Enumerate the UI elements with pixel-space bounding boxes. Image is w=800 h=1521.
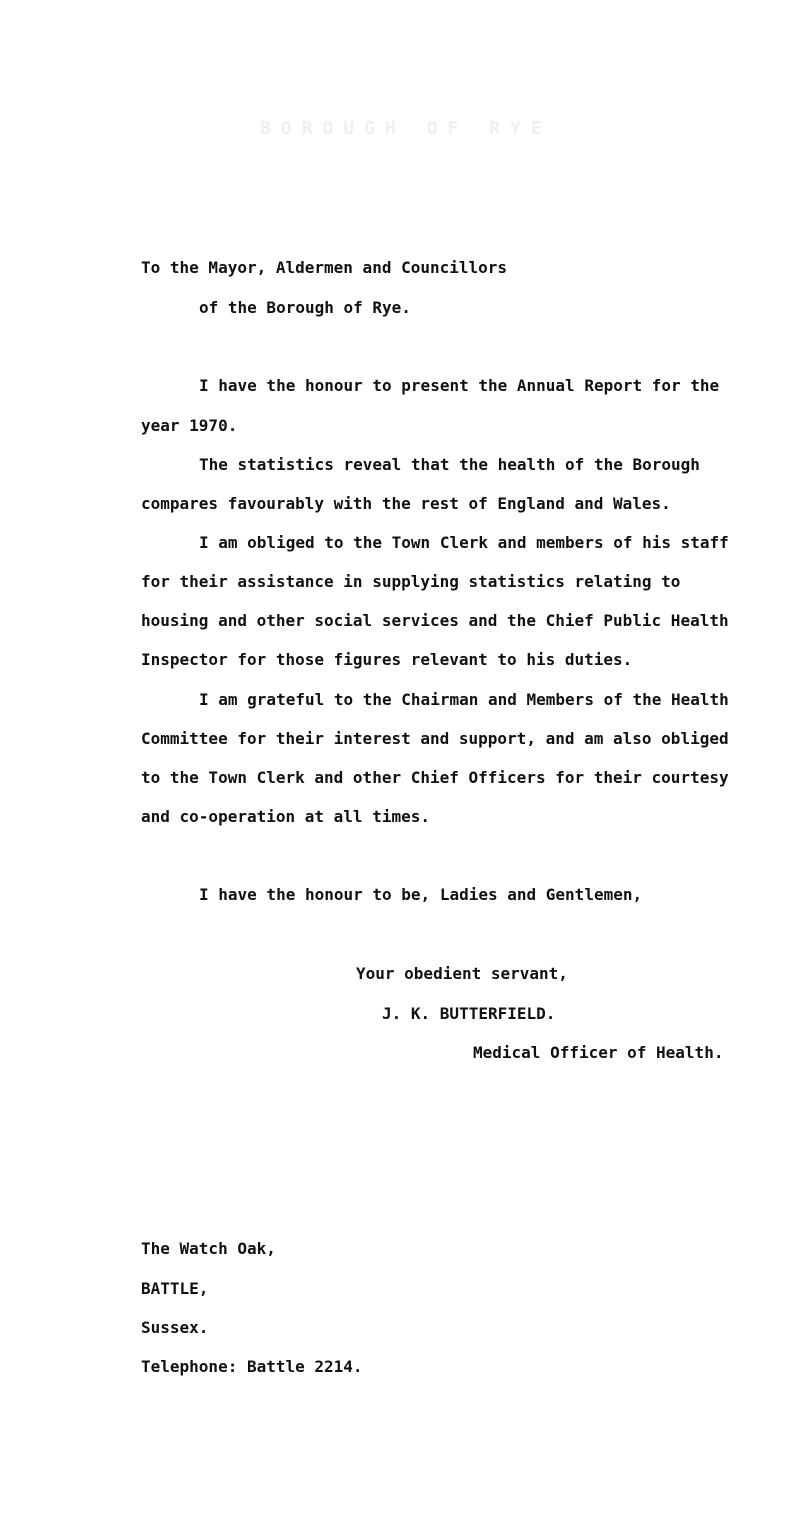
signatory-name: J. K. BUTTERFIELD. bbox=[382, 1004, 556, 1023]
paragraph-4-line-4: and co-operation at all times. bbox=[141, 807, 430, 826]
paragraph-2-line-2: compares favourably with the rest of England and Wales. bbox=[141, 494, 671, 513]
sender-address-line-1: The Watch Oak, bbox=[141, 1239, 276, 1258]
closing-salutation: I have the honour to be, Ladies and Gentlemen, bbox=[199, 885, 643, 904]
paragraph-4-line-1: I am grateful to the Chairman and Members of the Health bbox=[199, 690, 729, 709]
paragraph-4-line-2: Committee for their interest and support, and am also obliged bbox=[141, 729, 729, 748]
address-line-1: To the Mayor, Aldermen and Councillors bbox=[141, 258, 508, 277]
paragraph-4-line-3: to the Town Clerk and other Chief Officers for their courtesy bbox=[141, 768, 729, 787]
paragraph-3-line-1: I am obliged to the Town Clerk and members of his staff bbox=[199, 533, 729, 552]
paragraph-2-line-1: The statistics reveal that the health of the Borough bbox=[199, 455, 700, 474]
paragraph-3-line-4: Inspector for those figures relevant to his duties. bbox=[141, 650, 633, 669]
signatory-title: Medical Officer of Health. bbox=[473, 1043, 724, 1062]
closing-valediction: Your obedient servant, bbox=[356, 964, 568, 983]
paragraph-3-line-2: for their assistance in supplying statistics relating to bbox=[141, 572, 681, 591]
address-line-2: of the Borough of Rye. bbox=[199, 298, 411, 317]
paragraph-1-line-2: year 1970. bbox=[141, 416, 238, 435]
sender-address-line-3: Sussex. bbox=[141, 1318, 209, 1337]
paragraph-1-line-1: I have the honour to present the Annual Report for the bbox=[199, 376, 720, 395]
paragraph-3-line-3: housing and other social services and the Chief Public Health bbox=[141, 611, 729, 630]
bleed-through-heading: BOROUGH OF RYE bbox=[260, 118, 552, 139]
sender-address-line-2: BATTLE, bbox=[141, 1279, 209, 1298]
sender-telephone: Telephone: Battle 2214. bbox=[141, 1357, 363, 1376]
